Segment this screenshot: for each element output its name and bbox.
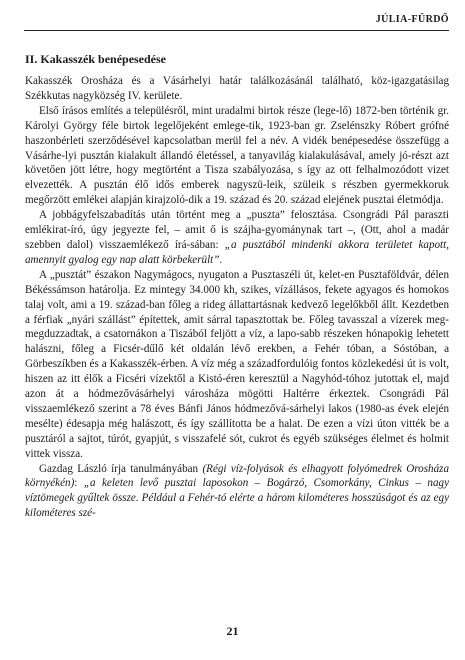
paragraph xyxy=(25,268,449,462)
paragraph-text: Kakasszék Orosháza és a Vásárhelyi határ találkozásánál található, köz-igazgatásilag Székkutas nagyközség IV. kerülete. xyxy=(25,75,449,102)
paragraph xyxy=(25,74,449,104)
paragraph-text: . xyxy=(219,253,223,266)
paragraph xyxy=(25,462,449,522)
paragraph xyxy=(25,208,449,268)
quotation-italic: „a keleten levő pusztai laposokon – Bogárzó, Csomorkány, Cinkus – nagy víztömegek gyűltek össze. Például a Fehér-tó elérte a három kilométeres hosszúságot és az egy kilométeres szé- xyxy=(25,477,449,520)
quotation-italic: „a pusztából mindenki akkora területet kapott, amennyit gyalog egy nap alatt körbekerült” xyxy=(25,238,449,266)
paragraph-text: Gazdag László írja tanulmányában xyxy=(39,462,203,475)
running-header: JÚLIA-FÜRDŐ xyxy=(375,14,449,25)
section-title: II. Kakasszék benépesedése xyxy=(25,52,167,66)
body-text xyxy=(25,74,449,521)
paragraph-text: : xyxy=(74,477,84,490)
citation-title-italic: (Régi víz-folyások és elhagyott folyómedrek Orosháza környékén) xyxy=(25,462,449,490)
paragraph xyxy=(25,104,449,208)
page-number: 21 xyxy=(226,624,239,638)
header-rule xyxy=(24,30,449,31)
paragraph-text: Első írásos említés a településről, mint uradalmi birtok része (lege-lő) 1872-ben történik gr. Károlyi György féle birtok legelőjeként emlege-tik, 1923-ban gr. Zselénszky Róbert grófné haszonbérleti szerződésével kapcsolatban merül fel a név. A vidék benépesedése összefügg a Vásárhe-lyi pusztán kialakult állandó életéssel, a tanyavilág kialakulásával, amely jó-részt azt követően jött létre, hogy megtörtént a Tisza szabályozása, s így az ott felhalmozódott vizet elvezették. A pusztán élő idős emberek nagyszü-leik, szüleik s részben gyermekkoruk megőrzött emlékei alapján kirajzoló-dik a 19. század és 20. század elejének pusztai életmódja. xyxy=(25,104,449,207)
paragraph-text: A jobbágyfelszabadítás után történt meg a „puszta” felosztása. Csongrádi Pál paraszti emlékirat-író, úgy jegyezte fel, – amit ő is szájha-gyománynak tart –, (Ott, ahol a madár szebben dalol) visszaemlékező írá-sában: xyxy=(25,209,449,251)
paragraph-text: A „pusztát” északon Nagymágocs, nyugaton a Pusztaszéli út, kelet-en Pusztaföldvár, délen Békéssámson határolja. Ez mintegy 34.000 kh, szikes, vízállásos, fekete agyagos és homokos talaj volt, ami a 19. század-ban főleg a rideg állattartásnak kedvező legelőkből állt. Kezdetben a férfiak „nyári szállást” építettek, amit sárral tapasztottak be. Főleg tavasszal a vízerek meg-megduzzadtak, a csatornákon a Tiszából feljött a víz, a lapo-sabb részeken hónapokig lehetett halászni, főleg a Ficsér-dűlő két oldalán lévő erekben, a Fehér tóban, a Sóstóban, a Görbeszíkben és a Kakasszék-érben. A víz még a századfordulóig fontos közlekedési út is volt, hiszen az itt élők a Ficséri vízektől a Kistó-éren keresztül a Nagyhód-tóhoz jutottak el, majd azon át a hódmezővásárhelyi városháza mögötti Haltérre érkeztek. Csongrádi Pál visszaemlékező szerint a 78 éves Bánfi János hódmezővá-sárhelyi lakos (1980-as évek elején mesélte) édesapja még halászott, és így szállította be a halat. De ezen a vízi úton vitték be a pusztáról a sajtot, túrót, gyapjút, s visszafelé sót, cukrot és egyéb szükséges élelmet és holmit vittek vissza. xyxy=(25,268,449,460)
